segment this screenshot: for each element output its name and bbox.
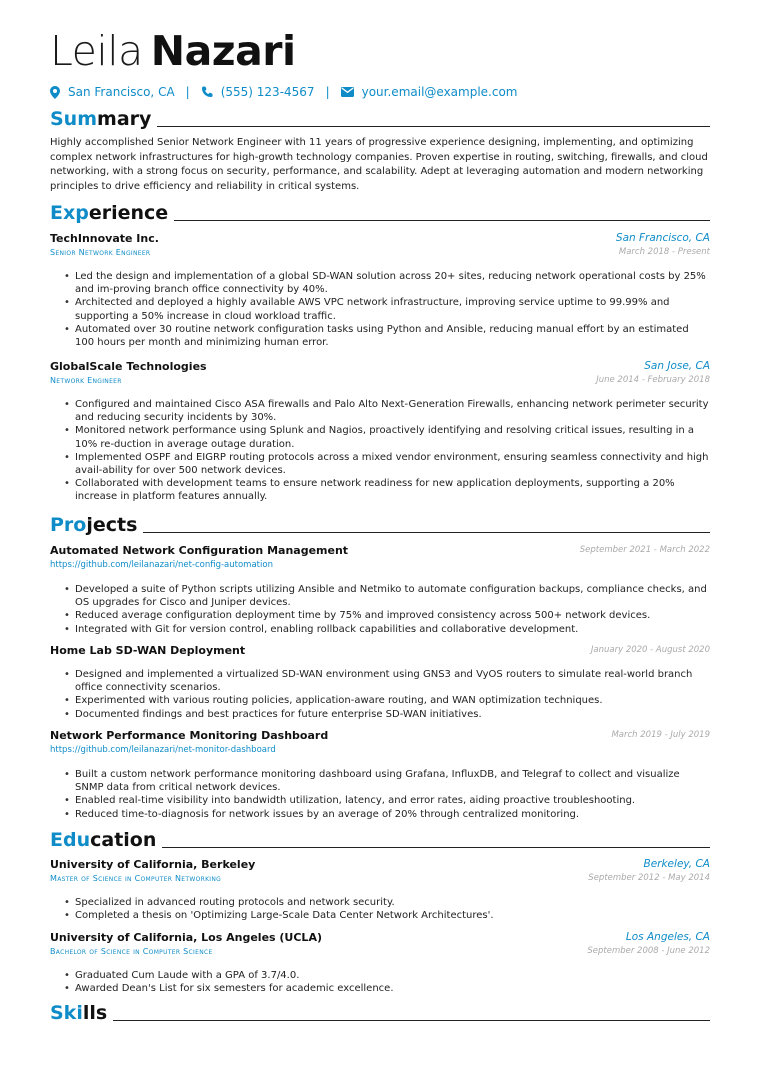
projects-title-rest: jects: [86, 514, 138, 536]
envelope-icon: [341, 87, 354, 97]
job-dates: June 2014 - February 2018: [596, 375, 710, 385]
school-location: Los Angeles, CA: [625, 931, 710, 943]
project-name: Home Lab SD-WAN Deployment: [50, 644, 246, 657]
first-name: Leila: [50, 27, 143, 75]
projects-title-accent: Pro: [50, 514, 87, 536]
job-title: Network Engineer: [50, 376, 122, 385]
list-item: • Reduced time-to-diagnosis for network issues by an average of 20% through centralized monitoring.: [64, 808, 710, 821]
summary-title-accent: Sum: [50, 108, 98, 130]
experience-title-rest: erience: [88, 202, 169, 224]
skills-heading: [50, 1002, 710, 1024]
list-item: • Experimented with various routing policies, application-aware routing, and WAN optimization techniques.: [64, 694, 710, 707]
list-item: • Graduated Cum Laude with a GPA of 3.7/4.0.: [64, 969, 710, 982]
education-title-accent: Edu: [50, 829, 91, 851]
candidate-name: [50, 28, 296, 74]
list-item: • Collaborated with development teams to ensure network readiness for new application deployments, supporting a 20% increase in platform features annually.: [64, 477, 710, 503]
location-text: San Francisco, CA: [68, 85, 175, 99]
list-item: • Configured and maintained Cisco ASA firewalls and Palo Alto Next-Generation Firewalls, enhancing network perimeter security and reducing security incidents by 30%.: [64, 398, 710, 424]
section-rule: [157, 126, 710, 127]
phone-text: (555) 123-4567: [220, 85, 315, 99]
last-name: Nazari: [150, 27, 296, 75]
list-item: • Reduced average configuration deployment time by 75% and improved consistency across 500+ network devices.: [64, 609, 710, 622]
education-bullets: [64, 969, 710, 995]
education-heading: [50, 829, 710, 851]
contact-line: [50, 85, 518, 99]
experience-title-accent: Exp: [50, 202, 89, 224]
map-pin-icon: [50, 86, 60, 99]
skills-title-rest: lls: [82, 1002, 108, 1024]
school-name: University of California, Los Angeles (UCLA): [50, 931, 322, 944]
summary-text: Highly accomplished Senior Network Engineer with 11 years of progressive experience designing, implementing, and optimizing complex network infrastructures for high-growth technology companies. Proven expertise in routing, switching, firewalls, and cloud networking, with a strong focus on security, performance, and scalability. Adept at leveraging automation and modern networking principles to drive efficiency and reliability in critical systems.: [50, 137, 708, 192]
job-dates: March 2018 - Present: [618, 247, 710, 257]
contact-separator: |: [325, 85, 330, 99]
education-dates: September 2008 - June 2012: [587, 946, 710, 956]
degree: Master of Science in Computer Networking: [50, 874, 222, 883]
school-location: Berkeley, CA: [643, 858, 710, 870]
project-link[interactable]: https://github.com/leilanazari/net-config-automation: [50, 560, 273, 570]
list-item: • Implemented OSPF and EIGRP routing protocols across a mixed vendor environment, ensuring seamless connectivity and high avail-ability for over 500 network devices.: [64, 451, 710, 477]
phone-icon: [201, 86, 213, 98]
list-item: • Monitored network performance using Splunk and Nagios, proactively identifying and resolving critical issues, resulting in a 10% re-duction in average outage duration.: [64, 424, 710, 450]
list-item: • Enabled real-time visibility into bandwidth utilization, latency, and error rates, aiding proactive troubleshooting.: [64, 794, 710, 807]
experience-bullets: [64, 398, 710, 504]
company-name: GlobalScale Technologies: [50, 360, 207, 373]
projects-heading: [50, 514, 710, 536]
section-rule: [113, 1020, 710, 1021]
section-rule: [174, 220, 710, 221]
project-bullets: [64, 583, 710, 636]
education-title-rest: cation: [90, 829, 157, 851]
list-item: • Designed and implemented a virtualized SD-WAN environment using GNS3 and VyOS routers to simulate real-world branch office connectivity scenarios.: [64, 668, 710, 694]
degree: Bachelor of Science in Computer Science: [50, 947, 213, 956]
job-location: San Francisco, CA: [615, 232, 710, 244]
experience-bullets: [64, 270, 710, 349]
project-dates: March 2019 - July 2019: [611, 730, 710, 740]
school-name: University of California, Berkeley: [50, 858, 256, 871]
list-item: • Integrated with Git for version control, enabling rollback capabilities and collaborative development.: [64, 623, 710, 636]
project-name: Network Performance Monitoring Dashboard: [50, 729, 329, 742]
list-item: • Built a custom network performance monitoring dashboard using Grafana, InfluxDB, and Telegraf to collect and visualize SNMP data from critical network devices.: [64, 768, 710, 794]
education-dates: September 2012 - May 2014: [588, 873, 710, 883]
list-item: • Architected and deployed a highly available AWS VPC network infrastructure, improving service uptime to 99.99% and supporting a 50% increase in cloud workload traffic.: [64, 296, 710, 322]
list-item: • Specialized in advanced routing protocols and network security.: [64, 896, 710, 909]
experience-heading: [50, 202, 710, 224]
list-item: • Completed a thesis on 'Optimizing Large-Scale Data Center Network Architectures'.: [64, 909, 710, 922]
project-dates: September 2021 - March 2022: [579, 545, 710, 555]
project-name: Automated Network Configuration Management: [50, 544, 349, 557]
project-bullets: [64, 668, 710, 721]
skills-title-accent: Ski: [50, 1002, 83, 1024]
project-bullets: [64, 768, 710, 821]
section-rule: [162, 847, 710, 848]
email-link[interactable]: your.email@example.com: [361, 85, 518, 99]
list-item: • Developed a suite of Python scripts utilizing Ansible and Netmiko to automate configuration backups, compliance checks, and OS upgrades for Cisco and Juniper devices.: [64, 583, 710, 609]
list-item: • Documented findings and best practices for future enterprise SD-WAN initiatives.: [64, 708, 710, 721]
company-name: TechInnovate Inc.: [50, 232, 159, 245]
section-rule: [143, 532, 710, 533]
summary-heading: [50, 108, 710, 130]
education-bullets: [64, 896, 710, 922]
list-item: • Awarded Dean's List for six semesters for academic excellence.: [64, 982, 710, 995]
project-dates: January 2020 - August 2020: [590, 645, 710, 655]
project-link[interactable]: https://github.com/leilanazari/net-monitor-dashboard: [50, 745, 276, 755]
summary-title-rest: mary: [97, 108, 152, 130]
job-title: Senior Network Engineer: [50, 248, 151, 257]
list-item: • Led the design and implementation of a global SD-WAN solution across 20+ sites, reducing network operational costs by 25% and im-proving branch office connectivity by 40%.: [64, 270, 710, 296]
list-item: • Automated over 30 routine network configuration tasks using Python and Ansible, reducing manual effort by an estimated 100 hours per month and minimizing human error.: [64, 323, 710, 349]
job-location: San Jose, CA: [644, 360, 710, 372]
contact-separator: |: [185, 85, 190, 99]
